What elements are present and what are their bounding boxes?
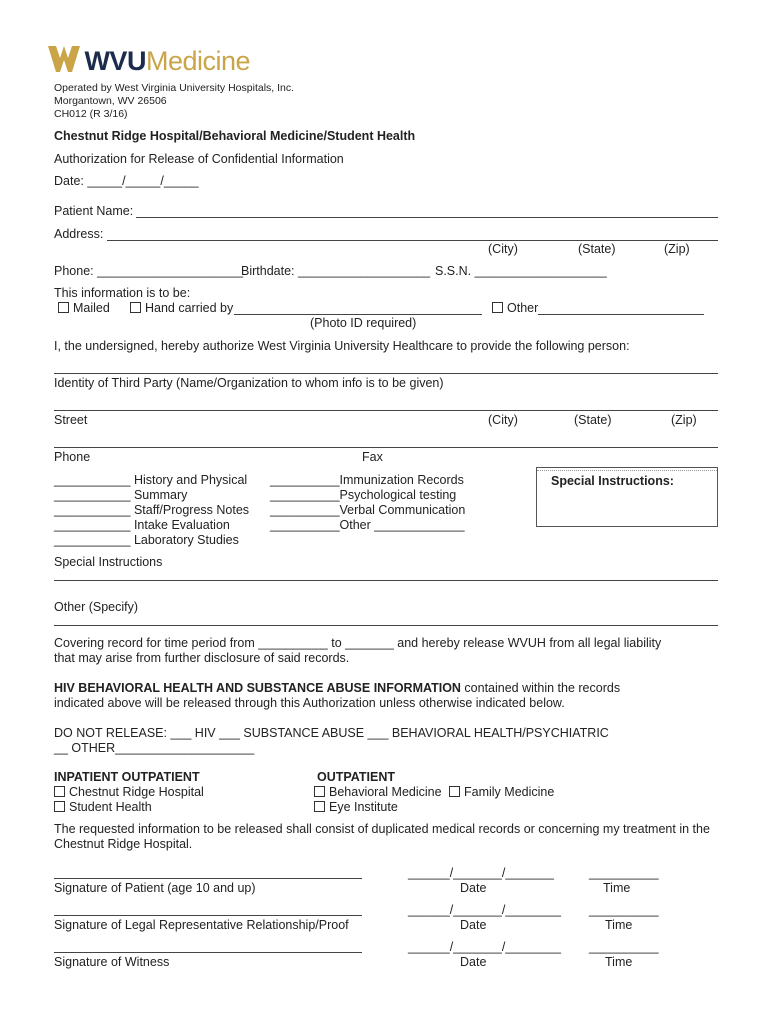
- legal-rep-signature-date-field[interactable]: ______/_______/________: [408, 903, 561, 917]
- chestnut-ridge-checkbox[interactable]: [54, 786, 65, 797]
- patient-signature-time-field[interactable]: __________: [589, 866, 659, 880]
- logo-wvu-text: WVU: [84, 46, 146, 76]
- legal-rep-signature-date-label: Date: [460, 918, 487, 932]
- photo-id-note: (Photo ID required): [310, 316, 417, 330]
- special-instructions-box-title: Special Instructions:: [551, 474, 674, 488]
- record-immunization[interactable]: __________Immunization Records: [270, 473, 464, 487]
- behavioral-medicine-option[interactable]: Behavioral Medicine: [314, 785, 442, 799]
- third-party-state-label: (State): [574, 413, 612, 427]
- other-option[interactable]: Other: [492, 301, 538, 315]
- hand-carried-by-field[interactable]: [234, 314, 482, 315]
- witness-signature-field[interactable]: [54, 952, 362, 953]
- other-delivery-field[interactable]: [538, 314, 704, 315]
- special-instructions-label: Special Instructions: [54, 555, 163, 569]
- witness-signature-date-field[interactable]: ______/_______/________: [408, 940, 561, 954]
- third-party-identity-field[interactable]: [54, 373, 718, 374]
- third-party-street-field[interactable]: [54, 410, 718, 411]
- requested-line-2: Chestnut Ridge Hospital.: [54, 837, 193, 851]
- authorize-statement: I, the undersigned, hereby authorize West Virginia University Healthcare to provide the following person:: [54, 339, 630, 353]
- record-psychological-testing[interactable]: __________Psychological testing: [270, 488, 457, 502]
- eye-institute-option[interactable]: Eye Institute: [314, 800, 398, 814]
- address-field[interactable]: [107, 240, 718, 241]
- logo-medicine-text: Medicine: [145, 46, 251, 76]
- record-staff-progress-notes[interactable]: ___________ Staff/Progress Notes: [54, 503, 250, 517]
- special-instructions-box[interactable]: [536, 467, 718, 527]
- form-title: Chestnut Ridge Hospital/Behavioral Medicine/Student Health: [54, 129, 416, 143]
- address-state-label: (State): [578, 242, 616, 256]
- other-specify-field[interactable]: [54, 625, 718, 626]
- record-intake-evaluation[interactable]: ___________ Intake Evaluation: [54, 518, 230, 532]
- student-health-option[interactable]: Student Health: [54, 800, 152, 814]
- address-city-label: (City): [488, 242, 518, 256]
- family-medicine-option[interactable]: Family Medicine: [449, 785, 554, 799]
- address-label: Address:: [54, 227, 104, 241]
- witness-signature-date-label: Date: [460, 955, 487, 969]
- special-instructions-field[interactable]: [54, 580, 718, 581]
- record-verbal-communication[interactable]: __________Verbal Communication: [270, 503, 466, 517]
- student-health-checkbox[interactable]: [54, 801, 65, 812]
- do-not-release-line-1[interactable]: DO NOT RELEASE: ___ HIV ___ SUBSTANCE ABUSE ___ BEHAVIORAL HEALTH/PSYCHIATRIC: [54, 726, 609, 740]
- family-medicine-checkbox[interactable]: [449, 786, 460, 797]
- third-party-zip-label: (Zip): [671, 413, 697, 427]
- legal-rep-signature-time-field[interactable]: __________: [589, 903, 659, 917]
- other-checkbox[interactable]: [492, 302, 503, 313]
- patient-signature-time-label: Time: [603, 881, 631, 895]
- witness-signature-time-field[interactable]: __________: [589, 940, 659, 954]
- third-party-identity-label: Identity of Third Party (Name/Organization to whom info is to be given): [54, 376, 444, 390]
- hand-carried-option[interactable]: Hand carried by: [130, 301, 233, 315]
- record-history-physical[interactable]: ___________ History and Physical: [54, 473, 248, 487]
- delivery-intro: This information is to be:: [54, 286, 191, 300]
- legal-rep-signature-label: Signature of Legal Representative Relationship/Proof: [54, 918, 349, 932]
- patient-name-field[interactable]: [136, 217, 718, 218]
- chestnut-ridge-option[interactable]: Chestnut Ridge Hospital: [54, 785, 204, 799]
- patient-signature-date-field[interactable]: ______/_______/_______: [408, 866, 554, 880]
- legal-rep-signature-time-label: Time: [605, 918, 633, 932]
- third-party-phone-fax-field[interactable]: [54, 447, 718, 448]
- third-party-fax-label: Fax: [362, 450, 383, 464]
- birthdate-field[interactable]: Birthdate: ___________________: [241, 264, 431, 278]
- legal-rep-signature-field[interactable]: [54, 915, 362, 916]
- record-other[interactable]: __________Other _____________: [270, 518, 465, 532]
- record-summary[interactable]: ___________ Summary: [54, 488, 188, 502]
- phone-field[interactable]: Phone: _____________________: [54, 264, 244, 278]
- patient-name-label: Patient Name:: [54, 204, 134, 218]
- witness-signature-time-label: Time: [605, 955, 633, 969]
- covering-line-1: Covering record for time period from __________ to _______ and hereby release WVUH from all legal liability: [54, 636, 662, 650]
- mailed-option[interactable]: Mailed: [58, 301, 110, 315]
- behavioral-medicine-checkbox[interactable]: [314, 786, 325, 797]
- record-laboratory-studies[interactable]: ___________ Laboratory Studies: [54, 533, 239, 547]
- hand-carried-checkbox[interactable]: [130, 302, 141, 313]
- ssn-field[interactable]: S.S.N. ___________________: [435, 264, 607, 278]
- patient-signature-field[interactable]: [54, 878, 362, 879]
- date-field[interactable]: Date: _____/_____/_____: [54, 174, 199, 188]
- covering-line-2: that may arise from further disclosure of said records.: [54, 651, 350, 665]
- outpatient-heading: OUTPATIENT: [317, 770, 396, 784]
- hiv-line-1: HIV BEHAVIORAL HEALTH AND SUBSTANCE ABUSE INFORMATION contained within the records: [54, 681, 621, 695]
- patient-signature-date-label: Date: [460, 881, 487, 895]
- other-specify-label: Other (Specify): [54, 600, 139, 614]
- patient-signature-label: Signature of Patient (age 10 and up): [54, 881, 256, 895]
- city-zip: Morgantown, WV 26506: [54, 95, 167, 107]
- third-party-city-label: (City): [488, 413, 518, 427]
- third-party-phone-label: Phone: [54, 450, 91, 464]
- hiv-line-2: indicated above will be released through this Authorization unless otherwise indicated below.: [54, 696, 565, 710]
- mailed-checkbox[interactable]: [58, 302, 69, 313]
- inpatient-heading: INPATIENT OUTPATIENT: [54, 770, 200, 784]
- requested-line-1: The requested information to be released shall consist of duplicated medical records or concerning my treatment in the: [54, 822, 710, 836]
- address-zip-label: (Zip): [664, 242, 690, 256]
- form-subtitle: Authorization for Release of Confidential Information: [54, 152, 344, 166]
- witness-signature-label: Signature of Witness: [54, 955, 170, 969]
- street-label: Street: [54, 413, 88, 427]
- operated-by: Operated by West Virginia University Hospitals, Inc.: [54, 82, 295, 94]
- eye-institute-checkbox[interactable]: [314, 801, 325, 812]
- flying-wv-icon: [48, 44, 80, 74]
- form-code: CH012 (R 3/16): [54, 108, 128, 120]
- wvu-medicine-logo: [48, 44, 250, 77]
- do-not-release-line-2[interactable]: __ OTHER____________________: [54, 741, 255, 755]
